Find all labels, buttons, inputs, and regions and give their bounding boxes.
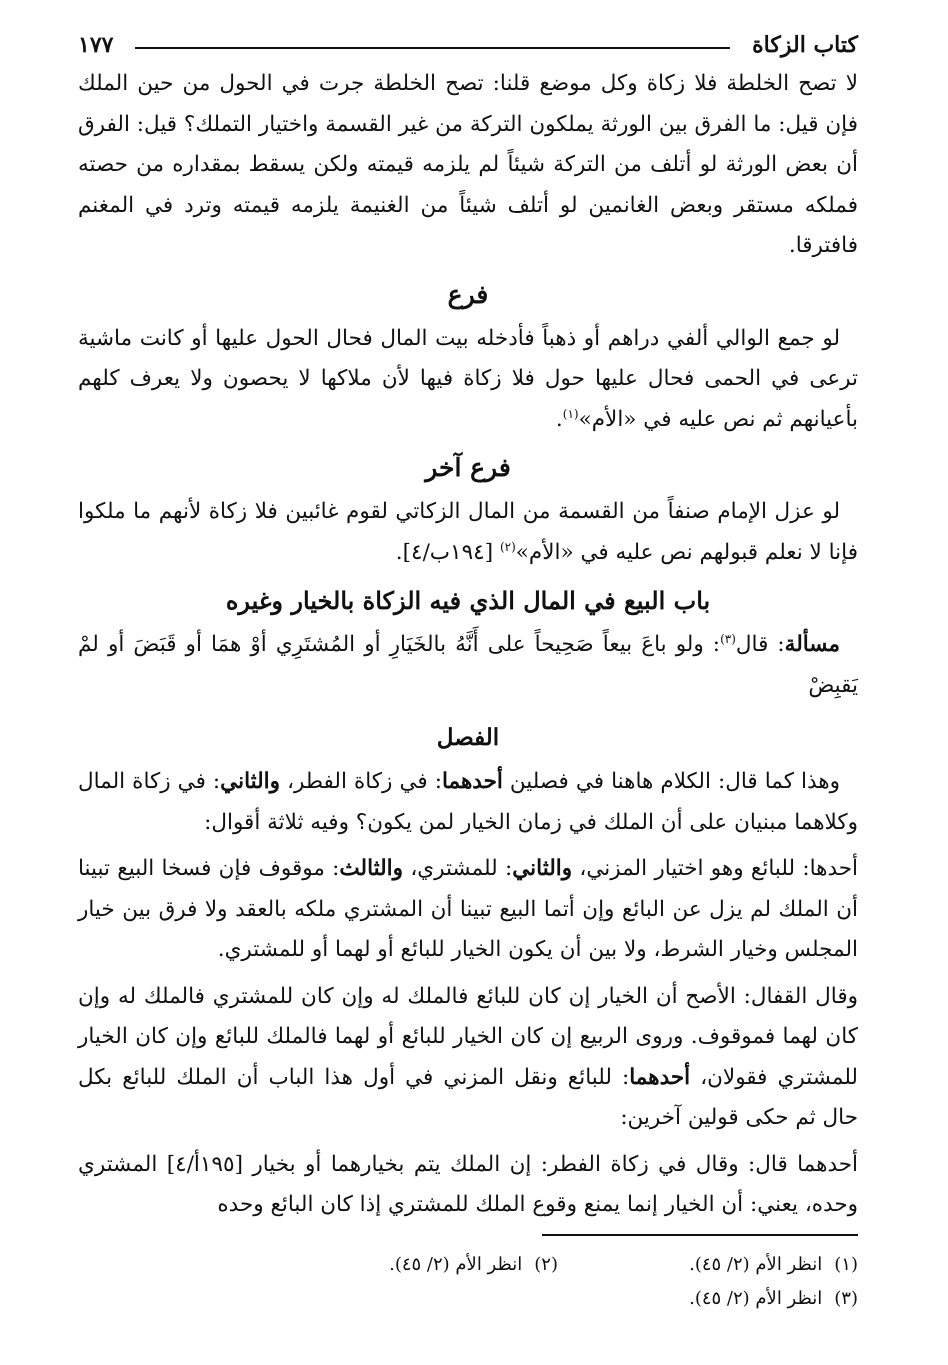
paragraph-3-text: لو عزل الإمام صنفاً من القسمة من المال الزكاتي لقوم غائبين فلا زكاة لأنهم ما ملكوا فإنا لا نعلم قبولهم نص عليه في «الأم»	[78, 499, 858, 565]
footnote-ref-2: (٢)	[499, 539, 516, 554]
masala-pre: : قال	[735, 632, 785, 657]
paragraph-4	[78, 762, 858, 843]
paragraph-3	[78, 492, 858, 573]
paragraph-5	[78, 849, 858, 971]
footnote-3-num: (٣)	[834, 1288, 858, 1309]
p6-a: وقال القفال: الأصح أن الخيار إن كان للبائع فالملك له وإن كان للمشتري فالملك له وإن كان لهما فموقوف. وروى الربيع إن كان الخيار للبائع أو لهما فالملك للبائع وإن كان الخيار للمشتري فقولان،	[78, 983, 858, 1090]
p4-a: وهذا كما قال: الكلام هاهنا في فصلين	[502, 769, 840, 794]
book-title: كتاب الزكاة	[752, 32, 858, 58]
paragraph-1: لا تصح الخلطة فلا زكاة وكل موضع قلنا: تصح الخلطة جرت في الحول من حين الملك فإن قيل: ما الفرق بين الورثة يملكون التركة من غير القسمة واختيار التملك؟ قيل: الفرق أن بعض الورثة لو أتلف من التركة شيئاً لم يلزمه قيمته ولكن يسقط بمقداره من حصته فملكه مستقر وبعض الغانمين لو أتلف شيئاً من الغنيمة يلزمه قيمته وترد في المغنم فافترقا.	[78, 71, 858, 258]
footnote-row-2	[78, 1282, 858, 1316]
p5-b: : للمشتري،	[403, 856, 513, 881]
p4-keyword-1: أحدهما	[441, 769, 503, 794]
p6-keyword-1: أحدهما	[629, 1064, 691, 1090]
footnote-3-text: انظر الأم (٢/ ٤٥).	[689, 1288, 823, 1309]
p5-a: أحدها: للبائع وهو اختيار المزني،	[572, 856, 859, 881]
footnote-1-text: انظر الأم (٢/ ٤٥).	[689, 1254, 823, 1275]
p4-keyword-2: والثاني	[220, 769, 281, 794]
paragraph-2-text: لو جمع الوالي ألفي دراهم أو ذهباً فأدخله بيت المال فحال الحول عليها أو كانت ماشية ترعى في الحمى فحال عليها حول فلا زكاة فيها لأن ملاكها لا يحصون ولا يعرف كلهم بأعيانهم ثم نص عليه في «الأم»	[78, 325, 858, 432]
page-number: ١٧٧	[78, 32, 114, 58]
chapter-heading: باب البيع في المال الذي فيه الزكاة بالخيار وغيره	[225, 586, 711, 615]
book-page	[78, 26, 858, 1346]
running-head	[78, 26, 858, 64]
footnote-2	[258, 1248, 558, 1282]
paragraph-7: أحدهما قال: وقال في زكاة الفطر: إن الملك يتم بخيارهما أو بخيار [١٩٥أ/٤] المشتري وحده، يعني: أن الخيار إنما يمنع وقوع الملك للمشتري إذا كان البائع وحده	[78, 1151, 858, 1217]
footnote-3	[558, 1282, 858, 1316]
footnote-1-num: (١)	[834, 1254, 858, 1275]
p6-b: : للبائع ونقل المزني في أول هذا الباب أن الملك للبائع بكل حال ثم حكى قولين آخرين:	[78, 1064, 858, 1130]
p4-b: : في زكاة الفطر،	[280, 769, 442, 794]
paragraph-3-end: [١٩٤ب/٤].	[395, 539, 500, 565]
section-heading-far: فرع	[447, 279, 489, 309]
footnote-ref-1: (١)	[562, 406, 579, 421]
paragraph-6	[78, 977, 858, 1139]
footnote-row-1	[78, 1248, 858, 1282]
masala-paragraph	[78, 625, 858, 706]
section-heading-fasl: الفصل	[436, 724, 500, 751]
footnote-2-num: (٢)	[534, 1254, 558, 1275]
p5-keyword-1: والثاني	[512, 856, 573, 881]
p4-c: : في زكاة المال وكلاهما مبنيان على أن الملك في زمان الخيار لمن يكون؟ وفيه ثلاثة أقوال:	[78, 769, 858, 835]
footnote-rule	[542, 1234, 858, 1236]
paragraph-2-end: .	[555, 406, 563, 432]
footnote-ref-3: (٣)	[720, 631, 736, 646]
footnote-1	[558, 1248, 858, 1282]
p5-keyword-2: والثالث	[339, 856, 404, 881]
header-rule	[135, 47, 730, 49]
p5-c: : موقوف فإن فسخا البيع تبينا أن الملك لم يزل عن البائع وإن أتما البيع تبينا أن المشتري ملكه بالعقد ولا فرق بين خيار المجلس وخيار الشرط، ولا بين أن يكون الخيار للبائع أو لهما أو للمشتري.	[78, 856, 858, 962]
masala-label: مسألة	[784, 632, 840, 657]
paragraph-2	[78, 319, 858, 441]
footnotes	[78, 1248, 858, 1316]
footnote-2-text: انظر الأم (٢/ ٤٥).	[389, 1254, 523, 1275]
section-heading-far-akhar: فرع آخر	[425, 453, 511, 482]
masala-text: : ولو باعَ بيعاً صَحِيحاً على أَنَّهُ بالخَيَارِ أو المُشتَرِي أوْ همَا أو قَبَضَ أو لمْ يَقبِضْ	[78, 632, 858, 698]
